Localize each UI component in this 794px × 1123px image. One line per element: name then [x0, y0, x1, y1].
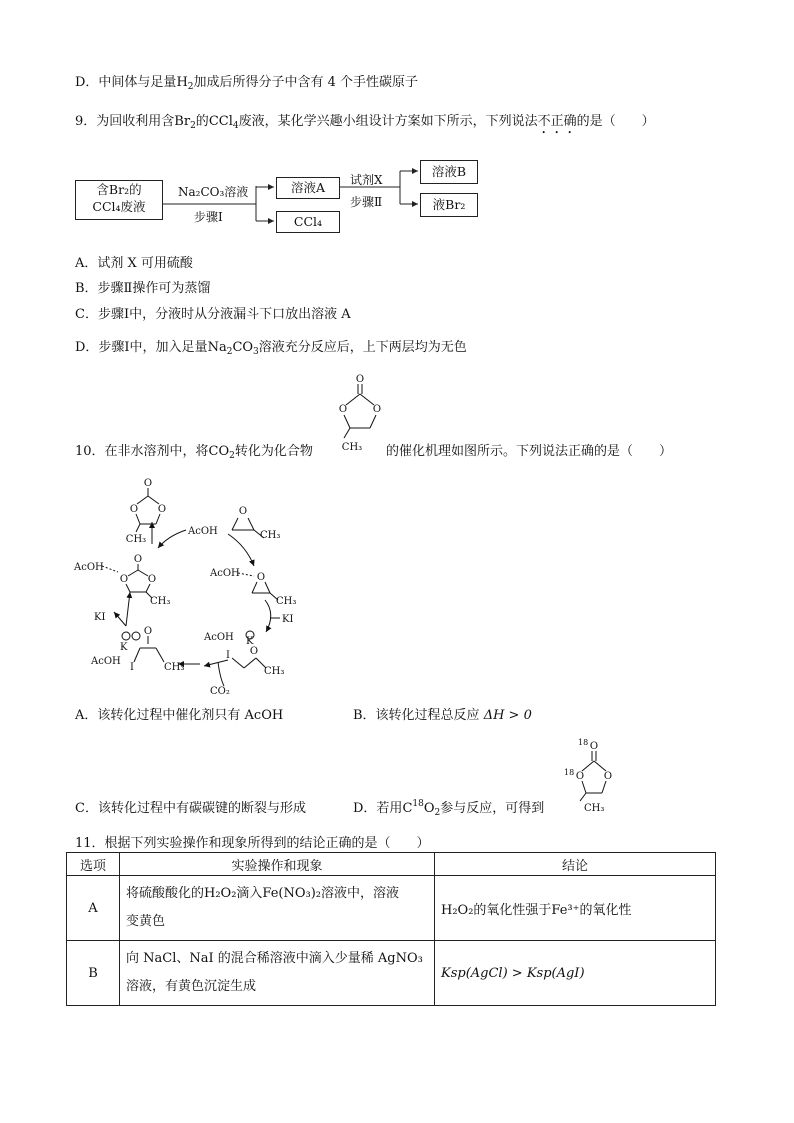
svg-text:O: O [603, 771, 613, 782]
svg-text:CH₃: CH₃ [150, 596, 171, 607]
row-option: A [67, 876, 120, 941]
svg-text:O: O [575, 771, 585, 782]
svg-text:O: O [133, 554, 143, 565]
acoh-label-right: AcOH [210, 568, 240, 579]
acoh-label-bl: AcOH [91, 656, 121, 667]
svg-text:CH₃: CH₃ [584, 803, 605, 814]
svg-text:18: 18 [578, 738, 589, 747]
row-option: B [67, 941, 120, 1006]
svg-text:CH₃: CH₃ [264, 666, 285, 677]
ch3-label: CH₃ [341, 442, 363, 453]
carbonyl-o-label: O [355, 374, 365, 385]
header-conclusion: 结论 [435, 853, 716, 876]
table-row [67, 876, 716, 941]
svg-text:O: O [143, 478, 153, 489]
product-ccl4-box: CCl₄ [276, 211, 340, 233]
epoxide-structure [232, 506, 280, 541]
svg-text:O: O [256, 572, 266, 583]
q9-stem: 9．为回收利用含$Br_2$的CCl$_4$废液，某化学兴趣小组设计方案如下所示，下列说法不正确的是（ ） [75, 114, 655, 131]
step2-name: 步骤Ⅱ [350, 195, 383, 209]
k-label-br: K [246, 636, 254, 647]
table-header-row [67, 853, 716, 876]
table-row [67, 941, 716, 1006]
product-a-box: 溶液A [276, 177, 340, 199]
q8-option-d: D．中间体与足量$H_2$加成后所得分子中含有 4 个手性碳原子 [75, 75, 419, 92]
q9-option-d: D．步骤Ⅰ中，加入足量$Na_2CO_3$溶液充分反应后，上下两层均为无色 [75, 340, 467, 357]
co2-label: CO₂ [210, 686, 230, 697]
q11-stem: 11．根据下列实验操作和现象所得到的结论正确的是（ ） [75, 836, 430, 851]
k-label-bl: K [120, 642, 128, 653]
svg-text:O: O [119, 574, 129, 585]
svg-text:18: 18 [564, 768, 575, 777]
q10-option-b: B．该转化过程总反应 ΔH > 0 [353, 708, 532, 723]
svg-text:O: O [147, 574, 157, 585]
product-structure [126, 478, 166, 545]
q10-option-d: D．若用$C^{18}O_2$参与反应，可得到 [353, 799, 545, 818]
row-operation: 向 NaCl、NaI 的混合稀溶液中滴入少量稀 AgNO₃ 溶液，有黄色沉淀生成 [120, 941, 435, 1006]
svg-text:I: I [130, 662, 134, 673]
svg-text:I: I [226, 650, 230, 661]
ring-o-right: O [372, 404, 382, 415]
row-conclusion: H₂O₂的氧化性强于Fe³⁺的氧化性 [435, 876, 716, 941]
delta-h-math: ΔH > 0 [483, 708, 532, 723]
propylene-carbonate-structure [330, 372, 390, 458]
q11-table [66, 852, 716, 1006]
svg-text:O: O [143, 626, 153, 637]
q10-option-c: C．该转化过程中有碳碳键的断裂与形成 [75, 801, 306, 816]
q9-option-c: C．步骤Ⅰ中，分液时从分液漏斗下口放出溶液 A [75, 307, 351, 322]
ki-label-left: KI [94, 612, 106, 623]
svg-text:CH₃: CH₃ [260, 530, 281, 541]
step1-name: 步骤Ⅰ [194, 210, 223, 224]
acoh-label-top: AcOH [188, 526, 218, 537]
ring-o-left: O [338, 404, 348, 415]
ki-label-right: KI [282, 614, 294, 625]
svg-text:O: O [589, 741, 599, 752]
header-option: 选项 [67, 853, 120, 876]
q10-option-a: A．该转化过程中催化剂只有 AcOH [75, 708, 284, 723]
product-br2-box: 液Br₂ [420, 193, 478, 217]
q10-stem-left: 10．在非水溶剂中，将$CO_2$转化为化合物 [75, 444, 313, 461]
acoh-label-left: AcOH [74, 562, 104, 573]
emphasis-text: 不正确 [537, 114, 577, 129]
row-operation: 将硫酸酸化的H₂O₂滴入Fe(NO₃)₂溶液中，溶液 变黄色 [120, 876, 435, 941]
row-conclusion: Ksp(AgCl) > Ksp(AgI) [435, 941, 716, 1006]
q9-option-a: A．试剂 X 可用硫酸 [75, 256, 193, 271]
svg-text:O: O [157, 504, 167, 515]
flow-start-box: 含Br₂的 CCl₄废液 [75, 180, 163, 220]
q10-stem-right: 的催化机理如图所示。下列说法正确的是（ ） [386, 444, 673, 459]
labeled-carbonate-structure [560, 735, 630, 815]
svg-text:CH₃: CH₃ [125, 534, 147, 545]
q9-option-b: B．步骤Ⅱ操作可为蒸馏 [75, 281, 211, 296]
svg-text:O: O [129, 504, 139, 515]
svg-text:O: O [238, 506, 248, 517]
svg-text:CH₃: CH₃ [276, 596, 297, 607]
step2-reagent: 试剂X [350, 173, 383, 187]
acoh-label-br: AcOH [204, 632, 234, 643]
header-operation: 实验操作和现象 [120, 853, 435, 876]
svg-text:CH₃: CH₃ [164, 662, 185, 673]
svg-text:O: O [249, 646, 259, 657]
step1-reagent: Na₂CO₃溶液 [178, 185, 249, 199]
catalytic-cycle-diagram [60, 472, 320, 697]
product-b-box: 溶液B [420, 160, 478, 184]
